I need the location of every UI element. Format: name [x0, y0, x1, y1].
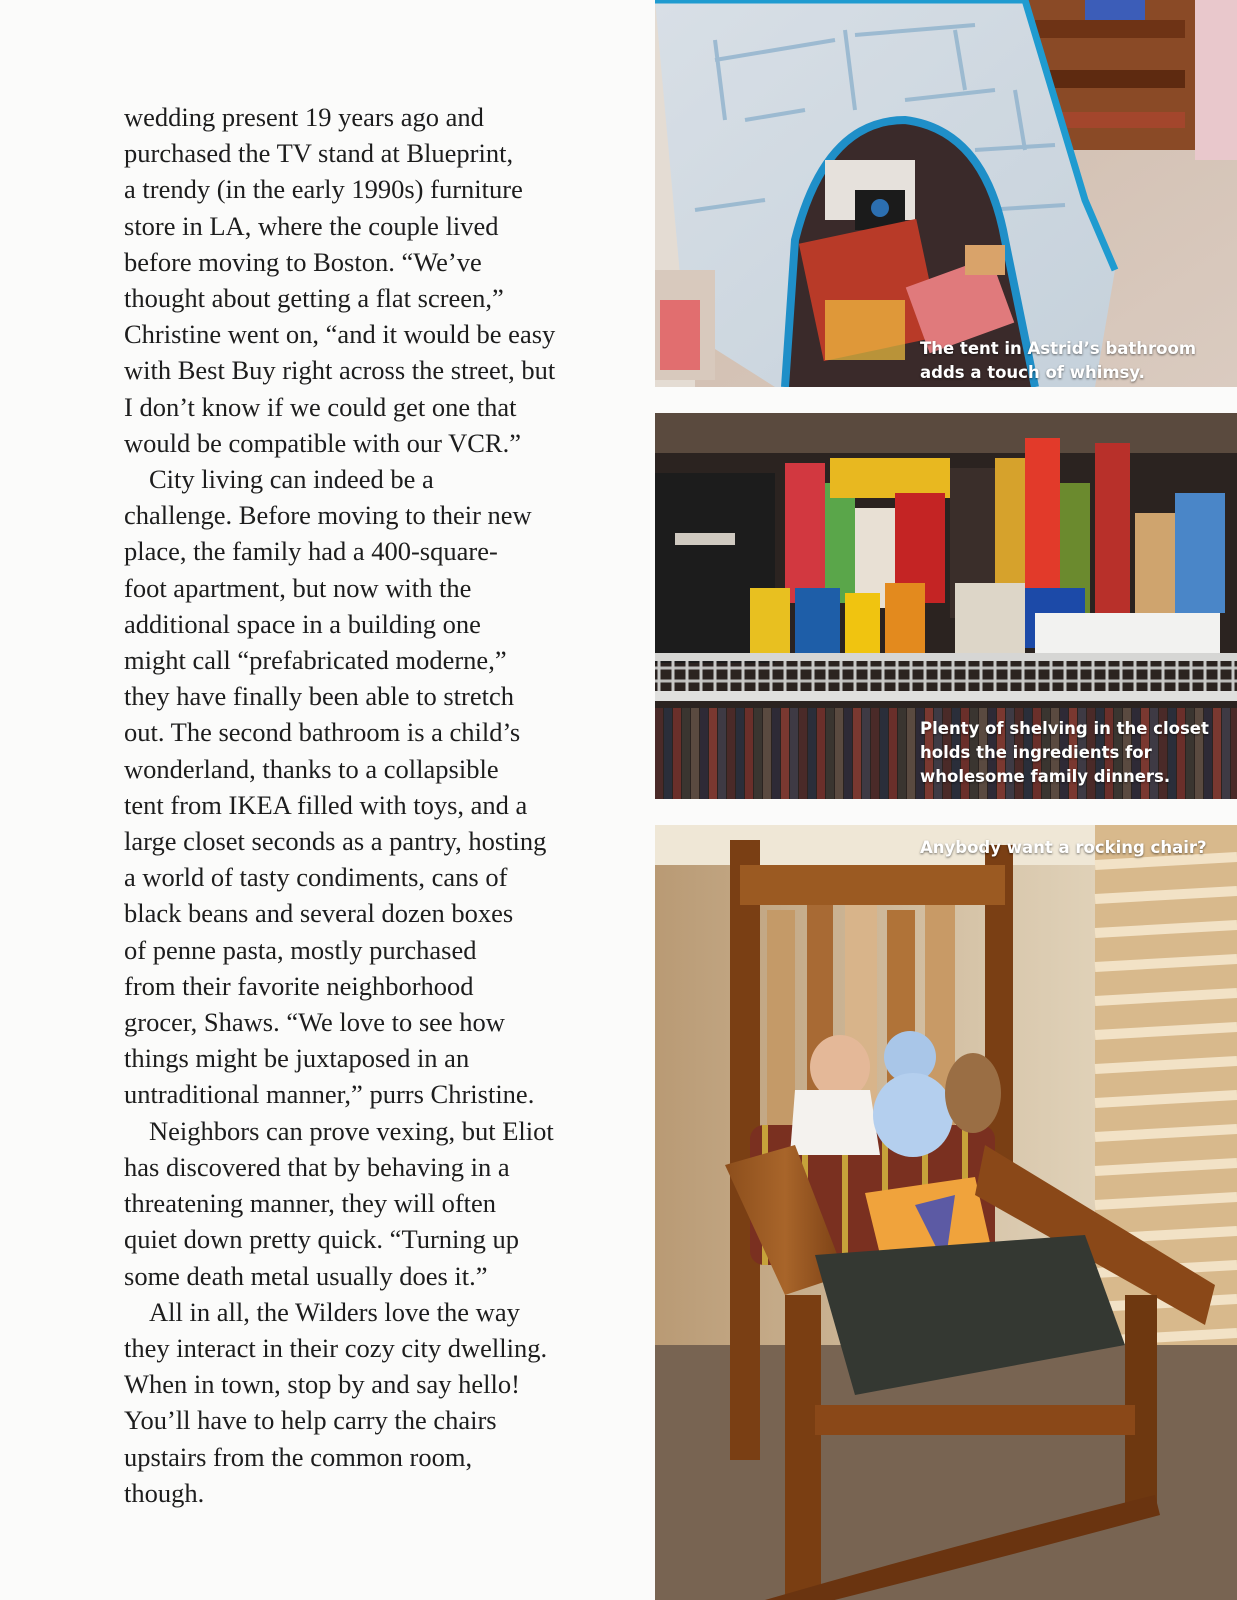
chair-caption-line: Anybody want a rocking chair? [920, 838, 1207, 857]
article-line: You’ll have to help carry the chairs [124, 1405, 497, 1436]
article-line: foot apartment, but now with the [124, 572, 472, 603]
article-line: When in town, stop by and say hello! [124, 1369, 520, 1400]
pantry-caption [920, 717, 1209, 789]
article-line: a trendy (in the early 1990s) furniture [124, 174, 523, 205]
article-line: upstairs from the common room, [124, 1441, 473, 1472]
chair-caption [920, 836, 1207, 860]
article-line: black beans and several dozen boxes [124, 898, 514, 929]
article-line: wedding present 19 years ago and [124, 102, 484, 132]
article-line: things might be juxtaposed in an [124, 1043, 470, 1074]
article-line: of penne pasta, mostly purchased [124, 934, 477, 965]
tent-image [655, 0, 1237, 387]
article-line: purchased the TV stand at Blueprint, [124, 138, 514, 169]
article-line: they interact in their cozy city dwelling. [124, 1332, 548, 1363]
rocking-chair-image [655, 825, 1237, 1600]
article-line: Christine went on, “and it would be easy [124, 319, 556, 350]
article-line: some death metal usually does it.” [124, 1260, 488, 1291]
article-line: has discovered that by behaving in a [124, 1151, 510, 1182]
article-line: threatening manner, they will often [124, 1188, 497, 1219]
article-line: All in all, the Wilders love the way [149, 1296, 520, 1327]
article-line: thought about getting a flat screen,” [124, 283, 504, 314]
photo-pantry-closet [655, 413, 1237, 799]
photo-tent-bathroom [655, 0, 1237, 387]
pantry-caption-line: holds the ingredients for [920, 743, 1152, 762]
article-line: a world of tasty condiments, cans of [124, 862, 508, 893]
article-line: from their favorite neighborhood [124, 970, 474, 1001]
article-body [124, 99, 579, 1511]
article-line: tent from IKEA filled with toys, and a [124, 789, 528, 820]
article-line: store in LA, where the couple lived [124, 210, 499, 241]
article-line: untraditional manner,” purrs Christine. [124, 1079, 535, 1110]
photo-rocking-chair [655, 825, 1237, 1600]
pantry-caption-line: wholesome family dinners. [920, 767, 1171, 786]
tent-caption-line: The tent in Astrid’s bathroom [920, 339, 1197, 358]
article-line: additional space in a building one [124, 608, 481, 639]
article-line: Neighbors can prove vexing, but Eliot [149, 1115, 554, 1146]
article-line: would be compatible with our VCR.” [124, 427, 521, 458]
article-line: I don’t know if we could get one that [124, 391, 517, 422]
article-line: though. [124, 1477, 205, 1508]
article-line: City living can indeed be a [149, 464, 434, 495]
article-line: wonderland, thanks to a collapsible [124, 753, 499, 784]
article-line: out. The second bathroom is a child’s [124, 717, 521, 748]
article-line: might call “prefabricated moderne,” [124, 645, 507, 676]
article-line: place, the family had a 400-square- [124, 536, 498, 567]
article-line: before moving to Boston. “We’ve [124, 246, 482, 277]
tent-caption-line: adds a touch of whimsy. [920, 363, 1145, 382]
tent-caption [920, 337, 1196, 385]
article-line: large closet seconds as a pantry, hosting [124, 826, 547, 857]
article-line: they have finally been able to stretch [124, 681, 514, 712]
article-line: quiet down pretty quick. “Turning up [124, 1224, 520, 1255]
pantry-caption-line: Plenty of shelving in the closet [920, 719, 1209, 738]
article-line: with Best Buy right across the street, but [124, 355, 556, 386]
article-line: grocer, Shaws. “We love to see how [124, 1007, 505, 1038]
article-line: challenge. Before moving to their new [124, 500, 532, 531]
